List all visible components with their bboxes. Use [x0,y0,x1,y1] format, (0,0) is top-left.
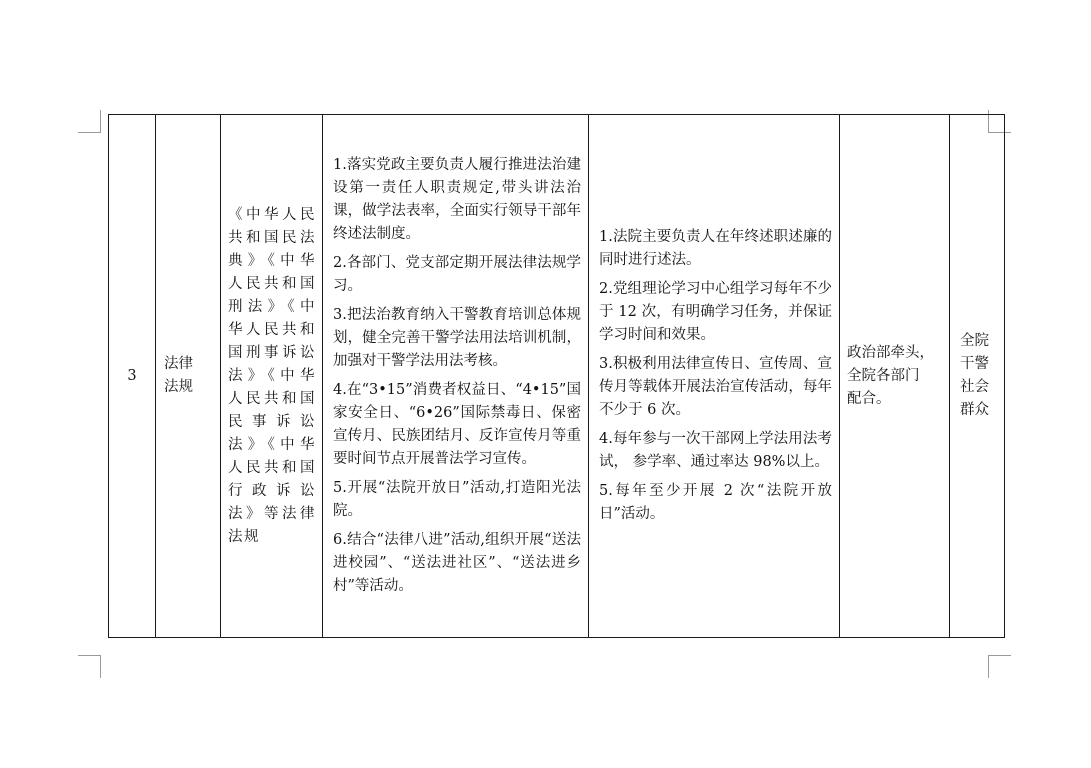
audience-cell [950,115,1005,638]
measure-item: 5.开展“法院开放日”活动,打造阳光法院。 [333,480,581,519]
crop-mark-bottom-left [78,655,101,678]
measure-item: 3.把法治教育纳入干警教育培训总体规划，健全完善干警学法用法培训机制，加强对干警学法用法考核。 [333,307,581,369]
responsible-line: 政治部牵头， [847,344,934,361]
target-item: 1.法院主要负责人在年终述职述廉的同时进行述法。 [599,229,832,268]
category-cell [156,115,221,638]
audience-line: 社会 [960,379,989,395]
row-number: 3 [127,367,137,384]
laws-cell [221,115,323,638]
table-row [109,115,1005,638]
measure-item: 2.各部门、党支部定期开展法律法规学习。 [333,255,581,294]
category-line: 法律 [164,356,193,372]
responsible-cell [840,115,950,638]
crop-mark-top-left [78,110,101,133]
responsible-line: 配合。 [847,390,891,407]
targets-cell [589,115,840,638]
legal-education-table [108,114,1005,638]
target-item: 3.积极利用法律宣传日、宣传周、宣传月等载体开展法治宣传活动，每年不少于 6 次。 [599,356,832,418]
target-item: 2.党组理论学习中心组学习每年不少于 12 次，有明确学习任务，并保证学习时间和效果。 [599,281,832,343]
target-item: 4.每年参与一次干部网上学法用法考试， 参学率、通过率达 98%以上。 [599,431,832,470]
audience-line: 干警 [960,356,989,372]
row-number-cell [109,115,156,638]
responsible-line: 全院各部门 [847,367,920,384]
audience-line: 群众 [960,402,989,418]
laws-text: 《中华人民共和国民法典》《中华人民共和国刑法》《中华人民共和国刑事诉讼法》《中华人民共和国民事诉讼法》《中华人民共和国行政诉讼法》等法律法规 [228,206,316,545]
crop-mark-bottom-right [988,655,1011,678]
measures-cell [323,115,589,638]
category-line: 法规 [164,379,193,395]
audience-line: 全院 [960,333,989,349]
target-item: 5.每年至少开展 2 次“法院开放日”活动。 [599,483,832,522]
measure-item: 4.在“3•15”消费者权益日、“4•15”国家安全日、“6•26”国际禁毒日、保密宣传月、民族团结月、反诈宣传月等重要时间节点开展普法学习宣传。 [333,382,581,467]
measure-item: 6.结合“法律八进”活动,组织开展“送法进校园”、“送法进社区”、“送法进乡村”等活动。 [333,532,581,594]
measure-item: 1.落实党政主要负责人履行推进法治建设第一责任人职责规定,带头讲法治课，做学法表率，全面实行领导干部年终述法制度。 [333,157,581,242]
